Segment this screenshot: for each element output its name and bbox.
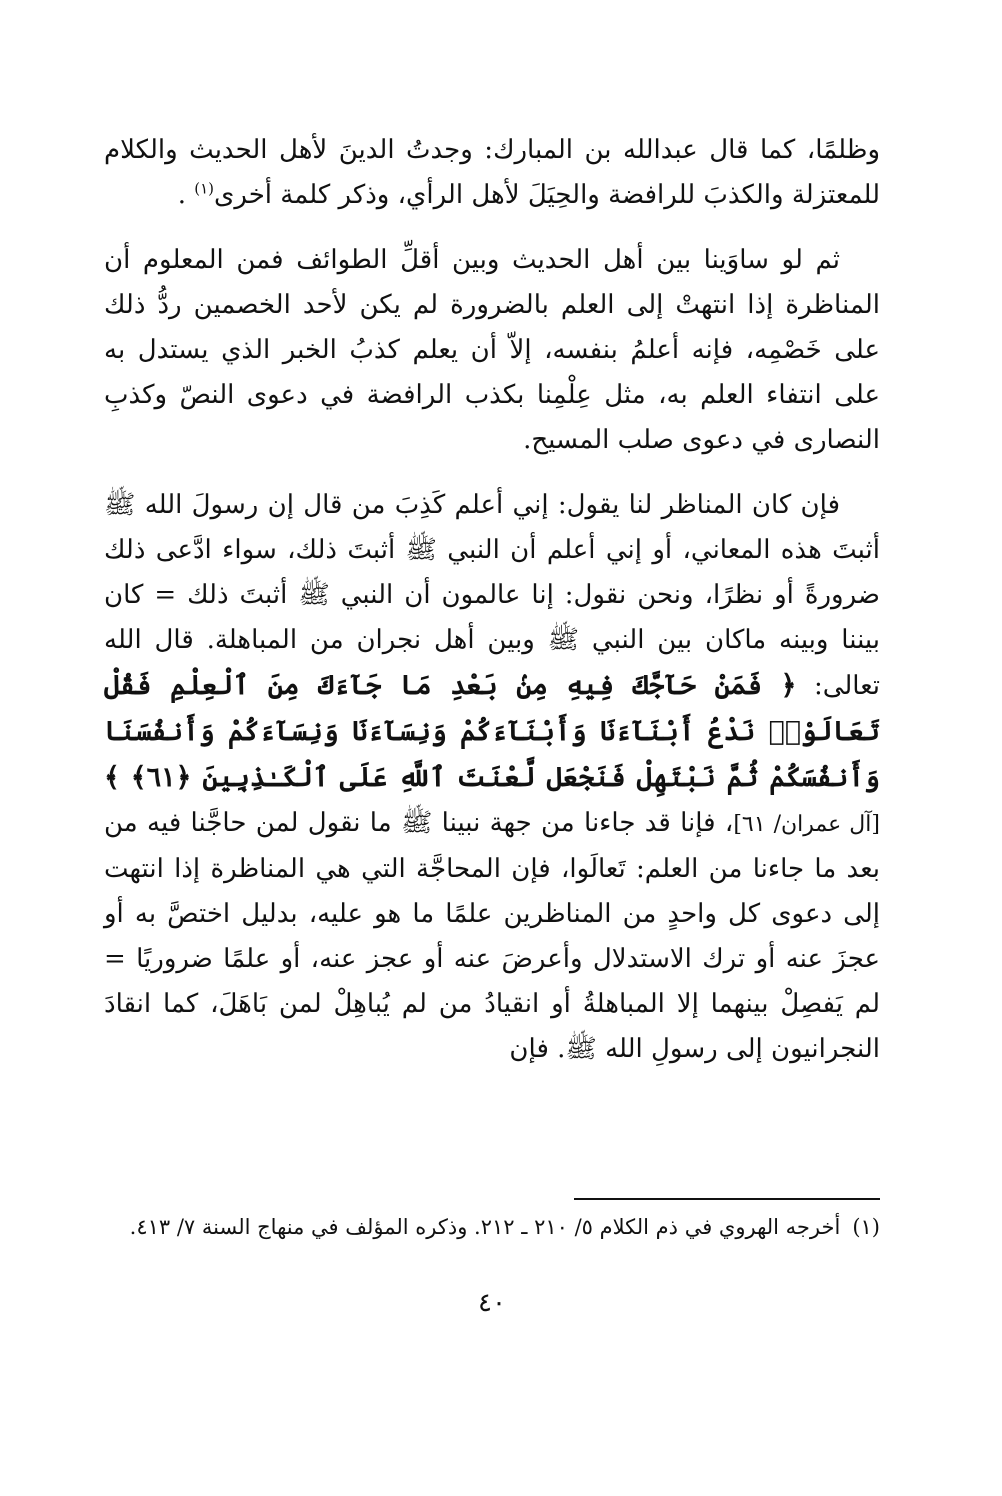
- paragraph-1-text: وظلمًا، كما قال عبدالله بن المبارك: وجدتُ الدينَ لأهل الحديث والكلام للمعتزلة والكذبَ للرافضة والحِيَلَ لأهل الرأي، وذكر كلمة أخرى: [104, 135, 880, 210]
- paragraph-1: [104, 128, 880, 218]
- paragraph-2: [104, 238, 880, 463]
- footnote-text: أخرجه الهروي في ذم الكلام ٥/ ٢١٠ ـ ٢١٢. وذكره المؤلف في منهاج السنة ٧/ ٤١٣.: [129, 1215, 841, 1239]
- page-number: ٤٠: [478, 1288, 506, 1318]
- footnote-1: [104, 1210, 880, 1244]
- quran-verse: ﴿ فَمَنْ حَآجَّكَ فِيهِ مِنۢ بَعْدِ مَا جَآءَكَ مِنَ ٱلْعِلْمِ فَقُلْ تَعَالَوْا۟ نَدْعُ أَبْنَآءَنَا وَأَبْنَآءَكُمْ وَنِسَآءَنَا وَنِسَآءَكُمْ وَأَنفُسَنَا وَأَنفُسَكُمْ ثُمَّ نَبْتَهِلْ فَنَجْعَل لَّعْنَتَ ٱللَّهِ عَلَى ٱلْكَـٰذِبِينَ ﴿٦١﴾ ﴾: [104, 670, 880, 793]
- verse-citation: [آل عمران/ ٦١]: [733, 812, 880, 837]
- paragraph-1-end: .: [177, 180, 186, 210]
- paragraph-2-text: ثم لو ساوَينا بين أهل الحديث وبين أقلِّ الطوائف فمن المعلوم أن المناظرة إذا انتهتْ إلى العلم بالضرورة لم يكن لأحد الخصمين ردُّ ذلك على خَصْمِه، فإنه أعلمُ بنفسه، إلاّ أن يعلم كذبُ الخبر الذي يستدل به على انتفاء العلم به، مثل عِلْمِنا بكذب الرافضة في دعوى النصّ وكذبِ النصارى في دعوى صلب المسيح.: [104, 245, 880, 455]
- footnote-number: (١): [852, 1215, 880, 1239]
- book-page: [104, 128, 880, 1468]
- paragraph-3: [104, 483, 880, 1072]
- paragraph-3-continuation: ، فإنا قد جاءنا من جهة نبينا ﷺ ما نقول لمن حاجَّنا فيه من بعد ما جاءنا من العلم: تَعالَوا، فإن المحاجَّة التي هي المناظرة إذا انتهت إلى دعوى كل واحدٍ من المناظرين علمًا ما هو عليه، بدليل اختصَّ به أو عجزَ عنه أو ترك الاستدلال وأعرضَ عنه أو عجز عنه، أو علمًا ضروريًا = لم يَفصِلْ بينهما إلا المباهلةُ أو انقيادُ من لم يُباهِلْ لمن بَاهَلَ، كما انقادَ النجرانيون إلى رسولِ الله ﷺ. فإن: [104, 808, 880, 1064]
- footnotes: [104, 1210, 880, 1244]
- footnote-separator: [574, 1198, 880, 1200]
- footnote-reference[interactable]: (١): [194, 179, 215, 198]
- paragraph-3-text: فإن كان المناظر لنا يقول: إني أعلم كَذِبَ من قال إن رسولَ الله ﷺ أثبتَ هذه المعاني، أو إني أعلم أن النبي ﷺ أثبتَ ذلك، سواء ادَّعى ذلك ضرورةً أو نظرًا، ونحن نقول: إنا عالمون أن النبي ﷺ أثبتَ ذلك = كان بيننا وبينه ماكان بين النبي ﷺ وبين أهل نجران من المباهلة. قال الله تعالى:: [104, 490, 881, 701]
